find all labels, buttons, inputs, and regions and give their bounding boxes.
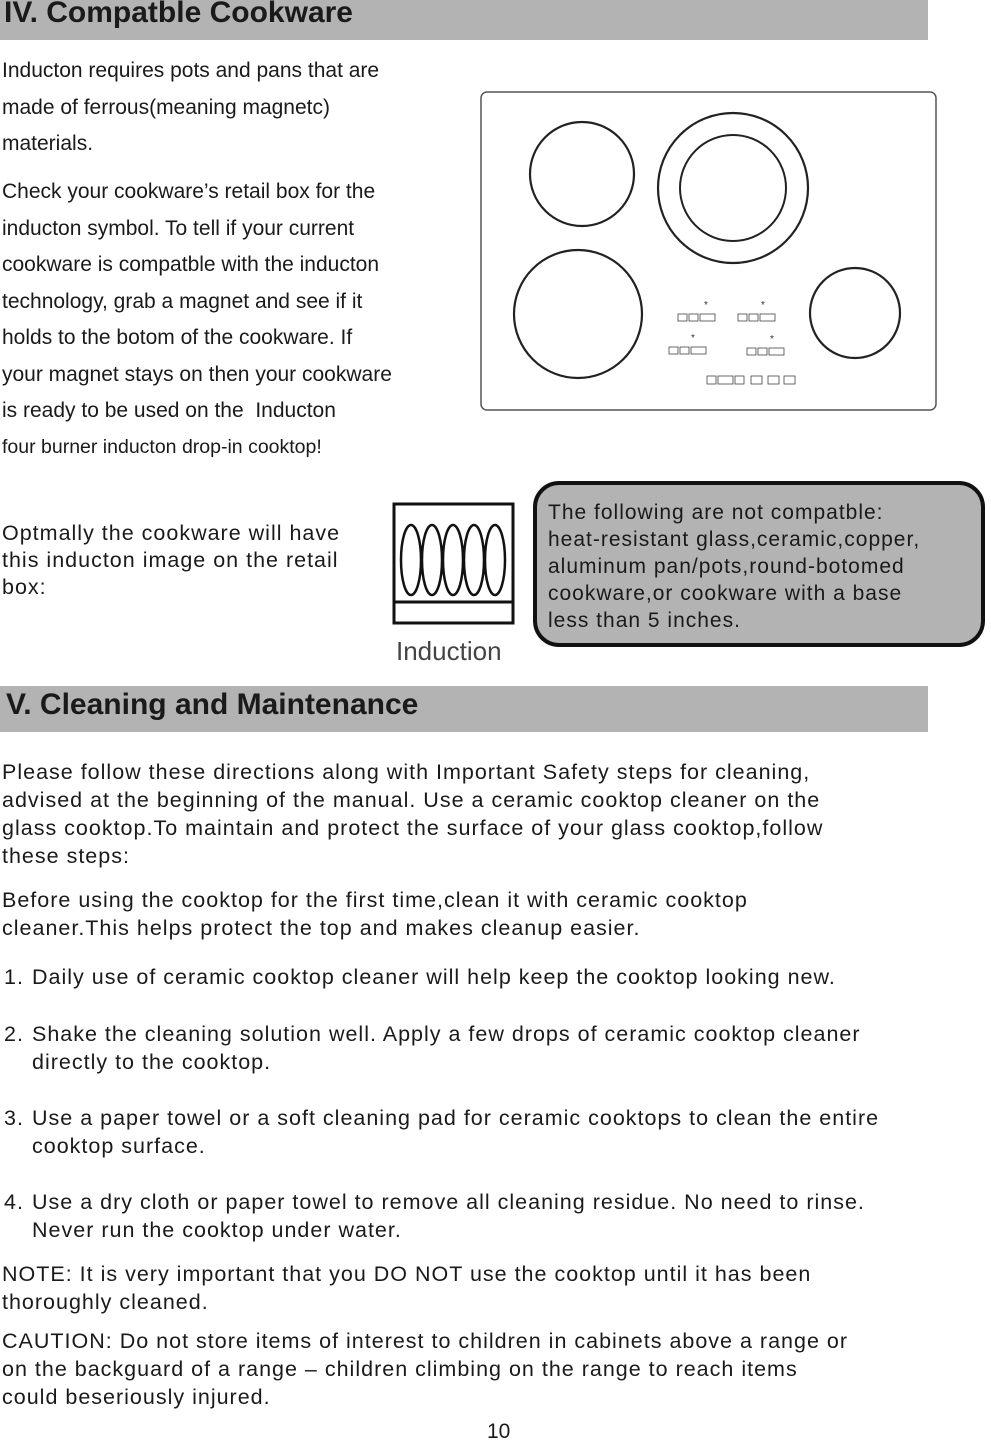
text-line: NOTE: It is very important that you DO NOT use the cooktop until it has been — [2, 1262, 812, 1286]
text-line: box: — [2, 575, 47, 599]
step-number: 2. — [4, 1022, 24, 1046]
step-3 — [4, 1104, 879, 1160]
svg-text:*: * — [761, 300, 765, 311]
text-line: thoroughly cleaned. — [2, 1290, 209, 1314]
text-line: your magnet stays on then your cookware — [2, 362, 392, 386]
text-line: this inducton image on the retail — [2, 548, 339, 572]
callout-text — [548, 499, 920, 634]
note-paragraph — [2, 1260, 811, 1316]
text-line: holds to the botom of the cookware. If — [2, 326, 353, 349]
text-line: aluminum pan/pots,round-botomed — [548, 555, 905, 578]
text-line: cleaner.This helps protect the top and makes cleanup easier. — [2, 916, 641, 940]
text-line: could beseriously injured. — [2, 1385, 271, 1409]
svg-text:*: * — [691, 333, 695, 344]
text-line: heat-resistant glass,ceramic,copper, — [548, 528, 921, 551]
section-4-header-bar — [0, 0, 928, 40]
text-line: cookware,or cookware with a base — [548, 582, 903, 605]
text-line: made of ferrous(meaning magnetc) — [2, 95, 330, 119]
step-number: 4. — [4, 1190, 24, 1214]
text-line: The following are not compatble: — [548, 501, 884, 524]
text-line: cooktop surface. — [32, 1134, 206, 1158]
check-paragraph — [2, 174, 392, 430]
symbol-paragraph — [2, 520, 340, 601]
text-line: cookware is compatble with the inducton — [2, 253, 380, 276]
text-line: Use a dry cloth or paper towel to remove all cleaning residue. No need to rinse. — [32, 1190, 865, 1214]
text-line: CAUTION: Do not store items of interest to children in cabinets above a range or — [2, 1329, 849, 1353]
intro-paragraph — [2, 53, 379, 163]
text-line: directly to the cooktop. — [32, 1050, 272, 1074]
not-compatible-callout — [533, 481, 985, 647]
before-first-use — [2, 886, 748, 942]
text-line: is ready to be used on the Inducton — [2, 399, 336, 422]
text-line: materials. — [2, 132, 94, 155]
section-5-header-bar — [0, 686, 928, 732]
text-line: Before using the cooktop for the first time,clean it with ceramic cooktop — [2, 888, 748, 912]
text-line: technology, grab a magnet and see if it — [2, 289, 363, 313]
step-number: 3. — [4, 1106, 24, 1130]
svg-text:*: * — [704, 300, 708, 311]
page-number: 10 — [487, 1420, 511, 1443]
step-number: 1. — [4, 965, 24, 989]
text-line: inducton symbol. To tell if your current — [2, 216, 355, 240]
text-line: less than 5 inches. — [548, 609, 741, 632]
text-line: glass cooktop.To maintain and protect the surface of your glass cooktop,follow — [2, 816, 824, 840]
step-2 — [4, 1020, 861, 1076]
text-line: Check your cookware’s retail box for the — [2, 180, 376, 203]
text-line: Use a paper towel or a soft cleaning pad for ceramic cooktops to clean the entire — [32, 1106, 880, 1130]
cleaning-intro — [2, 758, 823, 870]
text-line: these steps: — [2, 844, 130, 868]
section-5-title: V. Cleaning and Maintenance — [6, 688, 419, 721]
caution-paragraph — [2, 1327, 848, 1411]
text-line: Daily use of ceramic cooktop cleaner will help keep the cooktop looking new. — [32, 965, 836, 989]
induction-symbol-label: Induction — [396, 636, 502, 666]
section-4-title: IV. Compatble Cookware — [4, 0, 353, 29]
step-1 — [4, 963, 836, 991]
text-line: advised at the beginning of the manual. Use a ceramic cooktop cleaner on the — [2, 788, 821, 812]
svg-text:*: * — [770, 334, 774, 345]
text-line: on the backguard of a range – children climbing on the range to reach items — [2, 1357, 798, 1381]
text-line: Inducton requires pots and pans that are — [2, 59, 380, 82]
cooktop-diagram — [478, 89, 940, 414]
induction-symbol — [392, 502, 516, 628]
step-4 — [4, 1188, 865, 1244]
check-paragraph-last-line: four burner inducton drop-in cooktop! — [2, 436, 322, 458]
text-line: Please follow these directions along with Important Safety steps for cleaning, — [2, 760, 811, 784]
text-line: Never run the cooktop under water. — [32, 1218, 402, 1242]
text-line: Shake the cleaning solution well. Apply a few drops of ceramic cooktop cleaner — [32, 1022, 861, 1046]
text-line: Optmally the cookware will have — [2, 521, 341, 545]
